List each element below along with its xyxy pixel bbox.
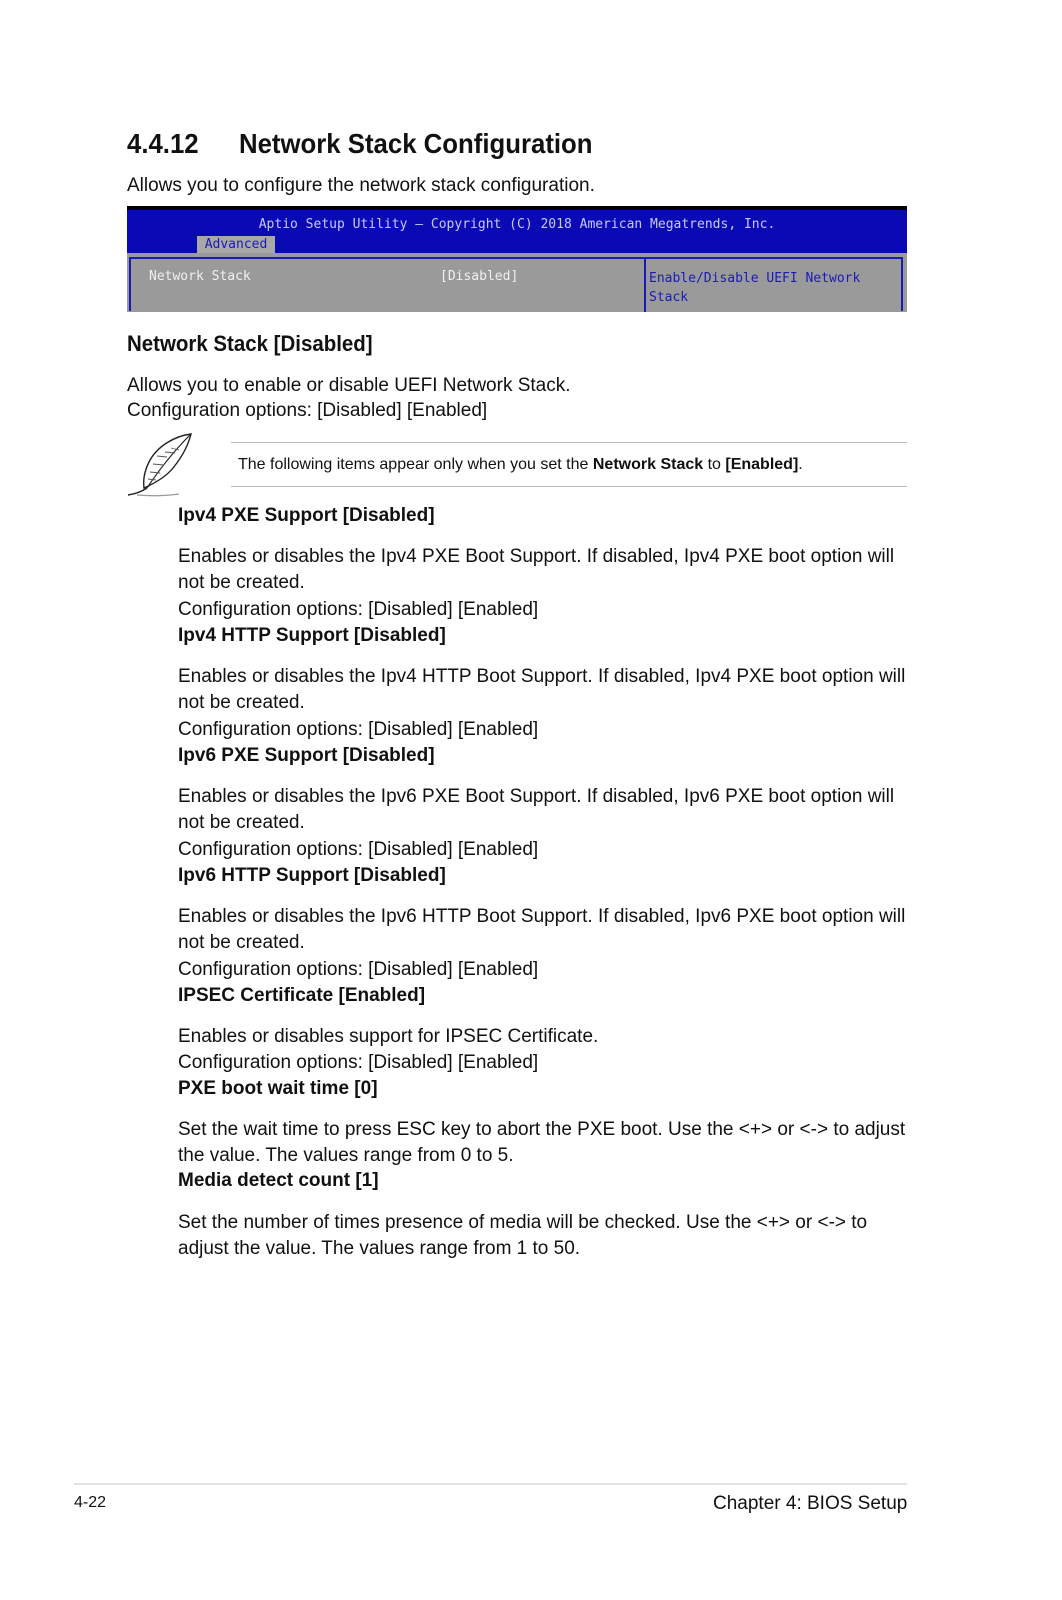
bios-screenshot xyxy=(127,206,907,312)
feather-pen-icon xyxy=(127,432,195,498)
chapter-label: Chapter 4: BIOS Setup xyxy=(713,1493,908,1514)
bios-header-bar xyxy=(127,210,907,253)
bios-tab-advanced[interactable]: Advanced xyxy=(197,236,275,253)
item-description: Enables or disables the Ipv4 PXE Boot Support. If disabled, Ipv4 PXE boot option will not be created. Configuration options: [Disabled] [Enabled] xyxy=(178,546,895,620)
item-description: Enables or disables the Ipv6 HTTP Boot Support. If disabled, Ipv6 PXE boot option will not be created. Configuration options: [Disabled] [Enabled] xyxy=(178,906,906,980)
item-description: Enables or disables the Ipv6 PXE Boot Support. If disabled, Ipv6 PXE boot option will not be created. Configuration options: [Disabled] [Enabled] xyxy=(178,786,895,860)
bios-divider xyxy=(644,257,646,312)
item-heading: Media detect count [1] xyxy=(178,1170,379,1191)
note-divider-top xyxy=(231,442,907,443)
bios-help-text: Enable/Disable UEFI Network Stack xyxy=(649,271,861,305)
item-description: Enables or disables support for IPSEC Certificate. Configuration options: [Disabled] [Enabled] xyxy=(178,1026,599,1073)
item-heading: PXE boot wait time [0] xyxy=(178,1078,378,1099)
item-heading: Ipv6 HTTP Support [Disabled] xyxy=(178,865,446,886)
item-description: Enables or disables the Ipv4 HTTP Boot Support. If disabled, Ipv4 PXE boot option will not be created. Configuration options: [Disabled] [Enabled] xyxy=(178,666,906,740)
item-heading: Ipv6 PXE Support [Disabled] xyxy=(178,745,435,766)
bios-copyright: Aptio Setup Utility – Copyright (C) 2018 American Megatrends, Inc. xyxy=(258,217,776,232)
bios-item-value[interactable]: [Disabled] xyxy=(440,269,519,284)
network-stack-desc: Allows you to enable or disable UEFI Network Stack. xyxy=(127,375,571,396)
item-heading: Ipv4 HTTP Support [Disabled] xyxy=(178,625,446,646)
item-heading: Ipv4 PXE Support [Disabled] xyxy=(178,505,435,526)
footer-divider xyxy=(74,1483,907,1485)
note-text: The following items appear only when you set the Network Stack to [Enabled]. xyxy=(238,456,803,473)
item-description: Set the wait time to press ESC key to abort the PXE boot. Use the <+> or <-> to adjust the value. The values range from 0 to 5. xyxy=(178,1119,906,1166)
item-description: Set the number of times presence of media will be checked. Use the <+> or <-> to adjust the value. The values range from 1 to 50. xyxy=(178,1212,868,1259)
page-number: 4-22 xyxy=(74,1494,107,1511)
item-heading: IPSEC Certificate [Enabled] xyxy=(178,985,426,1006)
network-stack-options: Configuration options: [Disabled] [Enabled] xyxy=(127,400,488,421)
note-divider-bottom xyxy=(231,486,907,487)
network-stack-heading: Network Stack [Disabled] xyxy=(127,331,373,356)
bios-item-network-stack[interactable]: Network Stack xyxy=(149,269,251,284)
section-number: 4.4.12 xyxy=(127,128,199,159)
section-intro: Allows you to configure the network stack configuration. xyxy=(127,175,595,196)
section-title: Network Stack Configuration xyxy=(239,128,593,159)
